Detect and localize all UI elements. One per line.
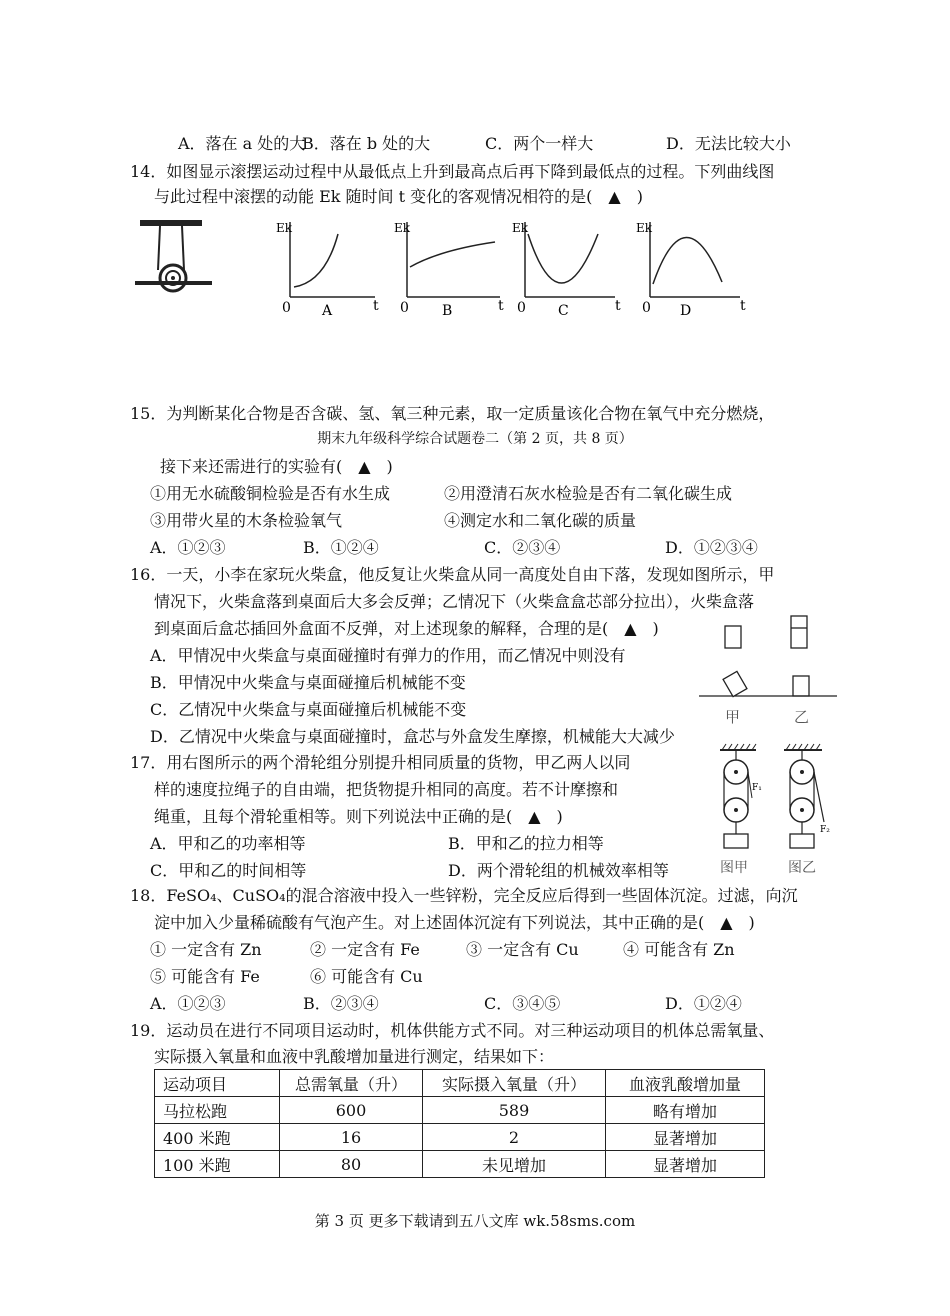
q18-stmt-6: ⑥ 可能含有 Cu	[310, 967, 423, 986]
q15-option-c: C．②③④	[484, 538, 561, 557]
q15-item-1: ①用无水硫酸铜检验是否有水生成	[150, 484, 391, 503]
q13-option-a: A．落在 a 处的大	[178, 134, 306, 153]
rolling-pendulum-figure	[130, 215, 220, 300]
q13-option-b: B．落在 b 处的大	[302, 134, 431, 153]
q16-stem-line2: 情况下，火柴盒落到桌面后大多会反弹；乙情况下（火柴盒盒芯部分拉出），火柴盒落	[154, 592, 755, 611]
q16-option-c: C．乙情况中火柴盒与桌面碰撞后机械能不变	[150, 700, 467, 719]
q17-option-b: B．甲和乙的拉力相等	[448, 834, 604, 853]
graph-b-ylabel: Ek	[394, 221, 411, 235]
oxygen-table	[154, 1069, 765, 1178]
page-header: 期末九年级科学综合试题卷二（第 2 页，共 8 页）	[317, 431, 633, 447]
q17-stem-line3: 绳重，且每个滑轮重相等。则下列说法中正确的是( ▲ )	[154, 807, 563, 826]
graph-c-origin: 0	[517, 300, 526, 316]
matchbox-figure	[695, 612, 845, 730]
graph-d	[636, 221, 746, 319]
pulley-figure	[712, 742, 844, 882]
q15-item-2: ②用澄清石灰水检验是否有二氧化碳生成	[444, 484, 733, 503]
graph-d-ylabel: Ek	[636, 221, 653, 235]
graph-c-xlabel: t	[615, 298, 621, 314]
q16-option-a: A．甲情况中火柴盒与桌面碰撞时有弹力的作用，而乙情况中则没有	[150, 646, 626, 665]
q18-stmt-3: ③ 一定含有 Cu	[466, 940, 579, 959]
q15-item-4: ④测定水和二氧化碳的质量	[444, 511, 637, 530]
table-header: 实际摄入氧量（升）	[423, 1070, 606, 1097]
q16-option-d: D．乙情况中火柴盒与桌面碰撞时，盒芯与外盒发生摩擦，机械能大大减少	[150, 727, 675, 746]
q14-stem-line1: 14．如图显示滚摆运动过程中从最低点上升到最高点后再下降到最低点的过程。下列曲线图	[130, 162, 775, 181]
graph-a-ylabel: Ek	[276, 221, 293, 235]
q13-option-c: C．两个一样大	[485, 134, 594, 153]
table-row	[155, 1097, 765, 1124]
fig16-label-jia: 甲	[725, 708, 741, 726]
q16-stem-line1: 16．一天，小李在家玩火柴盒，他反复让火柴盒从同一高度处自由下落，发现如图所示，甲	[130, 565, 775, 584]
q16-stem-line3: 到桌面后盒芯插回外盒面不反弹，对上述现象的解释，合理的是( ▲ )	[154, 619, 659, 638]
q18-stem-line1: 18．FeSO₄、CuSO₄的混合溶液中投入一些锌粉，完全反应后得到一些固体沉淀。过滤，向沉	[130, 886, 798, 905]
q15-stem-line2: 接下来还需进行的实验有( ▲ )	[160, 457, 393, 476]
q17-option-c: C．甲和乙的时间相等	[150, 861, 307, 880]
table-cell: 80	[280, 1151, 423, 1178]
graph-d-letter: D	[680, 303, 692, 319]
ek-graphs	[270, 212, 770, 322]
q18-option-c: C．③④⑤	[484, 994, 561, 1013]
table-cell: 400 米跑	[155, 1124, 280, 1151]
table-cell: 589	[423, 1097, 606, 1124]
graph-d-xlabel: t	[740, 298, 746, 314]
q18-stmt-5: ⑤ 可能含有 Fe	[150, 967, 260, 986]
force-f2: F₂	[820, 825, 830, 835]
table-row	[155, 1124, 765, 1151]
graph-b-origin: 0	[400, 300, 409, 316]
graph-a	[276, 221, 379, 319]
page-footer: 第 3 页 更多下载请到五八文库 wk.58sms.com	[314, 1212, 636, 1230]
q18-stmt-2: ② 一定含有 Fe	[310, 940, 420, 959]
q15-option-a: A．①②③	[150, 538, 226, 557]
graph-a-xlabel: t	[373, 298, 379, 314]
graph-b-letter: B	[442, 303, 453, 319]
graph-c-letter: C	[558, 303, 569, 319]
q16-option-b: B．甲情况中火柴盒与桌面碰撞后机械能不变	[150, 673, 466, 692]
q19-stem-line1: 19．运动员在进行不同项目运动时，机体供能方式不同。对三种运动项目的机体总需氧量、	[130, 1021, 775, 1040]
q19-stem-line2: 实际摄入氧量和血液中乳酸增加量进行测定，结果如下：	[154, 1047, 555, 1066]
q17-stem-line1: 17．用右图所示的两个滑轮组分别提升相同质量的货物，甲乙两人以同	[130, 753, 631, 772]
table-cell: 略有增加	[606, 1097, 765, 1124]
table-header: 总需氧量（升）	[280, 1070, 423, 1097]
fig17-label-yi: 图乙	[788, 860, 816, 876]
table-cell: 显著增加	[606, 1151, 765, 1178]
q17-stem-line2: 样的速度拉绳子的自由端，把货物提升相同的高度。若不计摩擦和	[154, 780, 619, 799]
fig17-label-jia: 图甲	[720, 860, 748, 876]
graph-c	[512, 221, 621, 319]
q18-stmt-4: ④ 可能含有 Zn	[623, 940, 735, 959]
table-cell: 600	[280, 1097, 423, 1124]
table-cell: 16	[280, 1124, 423, 1151]
q18-option-b: B．②③④	[303, 994, 379, 1013]
q18-stem-line2: 淀中加入少量稀硫酸有气泡产生。对上述固体沉淀有下列说法，其中正确的是( ▲ )	[154, 913, 755, 932]
q18-option-d: D．①②④	[665, 994, 742, 1013]
graph-a-letter: A	[322, 303, 333, 319]
graph-a-origin: 0	[282, 300, 291, 316]
q17-option-a: A．甲和乙的功率相等	[150, 834, 306, 853]
q15-stem-line1: 15．为判断某化合物是否含碳、氢、氧三种元素，取一定质量该化合物在氧气中充分燃烧，	[130, 404, 775, 423]
q15-item-3: ③用带火星的木条检验氧气	[150, 511, 343, 530]
table-cell: 未见增加	[423, 1151, 606, 1178]
graph-c-ylabel: Ek	[512, 221, 529, 235]
q14-stem-line2: 与此过程中滚摆的动能 Ek 随时间 t 变化的客观情况相符的是( ▲ )	[154, 187, 643, 206]
table-cell: 马拉松跑	[155, 1097, 280, 1124]
q15-option-b: B．①②④	[303, 538, 379, 557]
q18-stmt-1: ① 一定含有 Zn	[150, 940, 262, 959]
fig16-label-yi: 乙	[794, 708, 810, 726]
table-cell: 显著增加	[606, 1124, 765, 1151]
q18-option-a: A．①②③	[150, 994, 226, 1013]
q15-option-d: D．①②③④	[665, 538, 758, 557]
table-header: 运动项目	[155, 1070, 280, 1097]
graph-b-xlabel: t	[498, 298, 504, 314]
force-f1: F₁	[752, 783, 762, 793]
table-header-row	[155, 1070, 765, 1097]
table-header: 血液乳酸增加量	[606, 1070, 765, 1097]
q17-option-d: D．两个滑轮组的机械效率相等	[448, 861, 669, 880]
table-cell: 2	[423, 1124, 606, 1151]
table-row	[155, 1151, 765, 1178]
table-cell: 100 米跑	[155, 1151, 280, 1178]
graph-d-origin: 0	[642, 300, 651, 316]
graph-b	[394, 221, 504, 319]
q13-option-d: D．无法比较大小	[666, 134, 791, 153]
